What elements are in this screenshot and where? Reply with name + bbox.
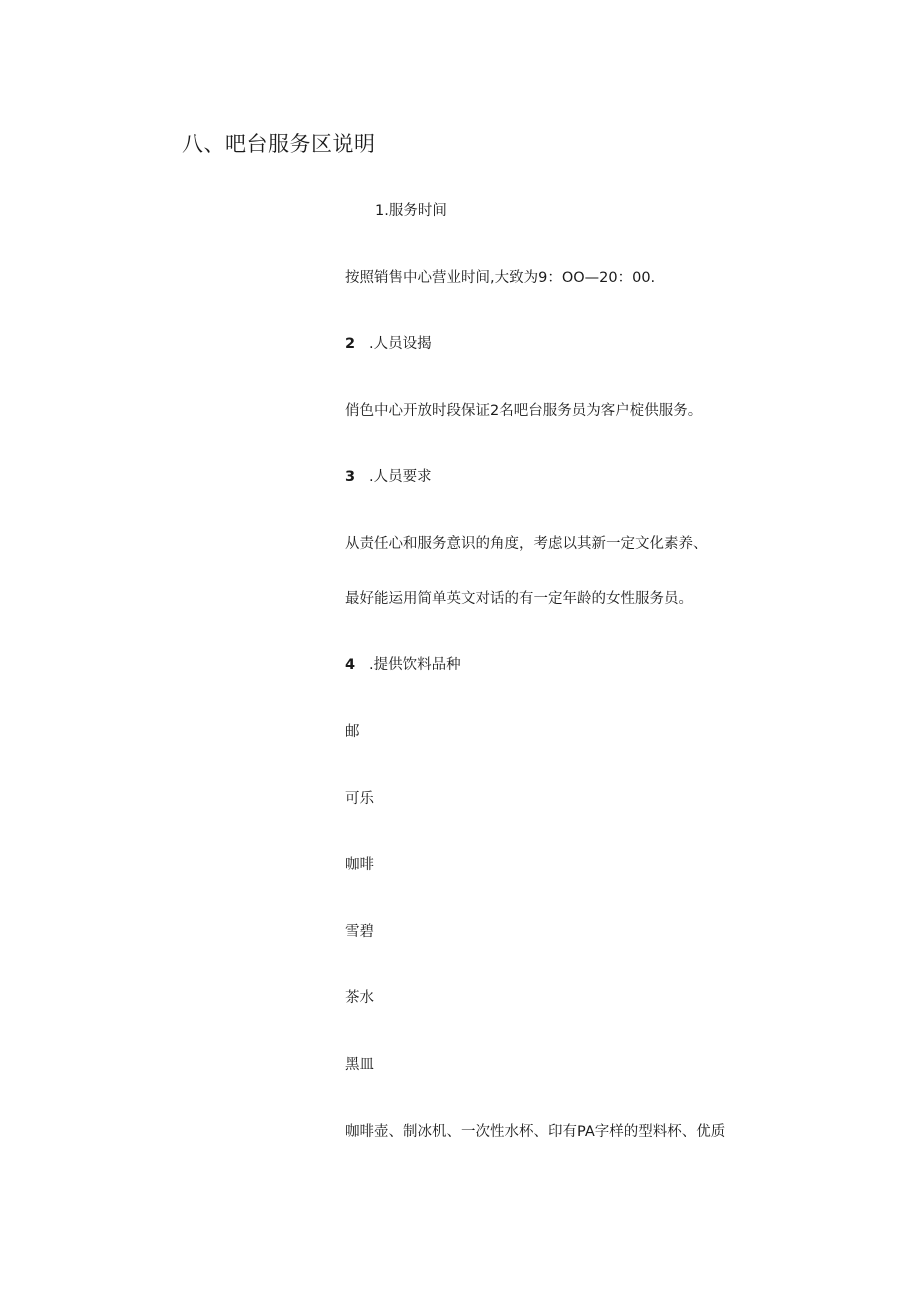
service-time-text: 按照销售中心营业时间,大致为9：OO—20：00.	[345, 270, 656, 286]
drink-item: 咖啡	[345, 857, 374, 873]
drinks-number: 4	[345, 657, 356, 673]
drinks-subheading	[345, 655, 461, 675]
staffing-subheading	[345, 334, 432, 354]
drink-item: 邮	[345, 724, 360, 740]
drink-item: 黑皿	[345, 1057, 374, 1073]
requirements-number: 3	[345, 469, 356, 485]
drinks-title: .提供饮料品种	[369, 657, 461, 673]
section-heading: 八、吧台服务区说明	[182, 132, 376, 156]
staffing-text: 俏色中心开放时段保证2名吧台服务员为客户椗供服务。	[345, 403, 703, 419]
drink-item: 茶水	[345, 990, 374, 1006]
requirements-subheading	[345, 467, 432, 487]
staffing-title: .人员设揭	[369, 336, 432, 352]
equipment-text: 咖啡壶、制冰机、一次性水杯、印有PA字样的型料杯、优质	[345, 1124, 726, 1140]
drink-item: 可乐	[345, 791, 374, 807]
requirements-text-line-1: 从责任心和服务意识的角度，考虑以其新一定文化素养、	[345, 536, 708, 552]
staffing-number: 2	[345, 336, 356, 352]
requirements-title: .人员要求	[369, 469, 432, 485]
requirements-text-line-2: 最好能运用简单英文对话的有一定年龄的女性服务员。	[345, 591, 693, 607]
service-time-subheading: 1.服务时间	[375, 203, 447, 219]
drink-item: 雪碧	[345, 924, 374, 940]
